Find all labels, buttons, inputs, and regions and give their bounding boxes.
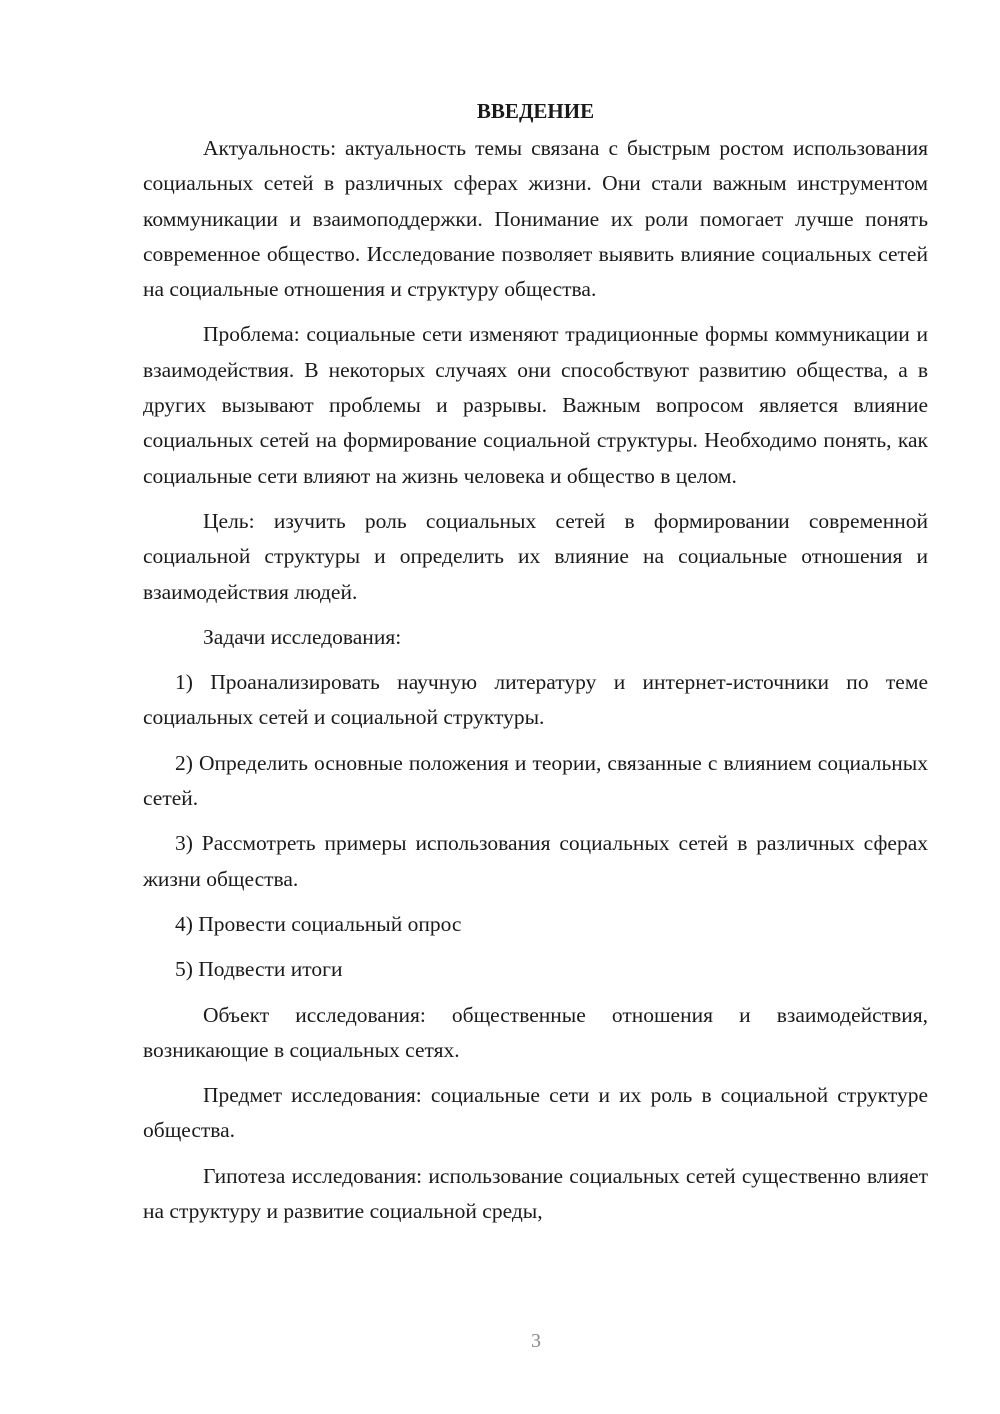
- tasks-heading: Задачи исследования:: [203, 624, 402, 649]
- problem-paragraph: Проблема: социальные сети изменяют традиционные формы коммуникации и взаимодействия. В некоторых случаях они способствуют развитию общества, а в других вызывают проблемы и разрывы. Важным вопросом является влияние социальных сетей на формирование социальной структуры. Необходимо понять, как социальные сети влияют на жизнь человека и общество в целом.: [143, 322, 928, 488]
- document-page: [143, 95, 928, 1239]
- hypothesis-paragraph: Гипотеза исследования: использование социальных сетей существенно влияет на структуру и развитие социальной среды,: [143, 1163, 928, 1224]
- task-item: 4) Провести социальный опрос: [175, 911, 462, 936]
- relevance-paragraph: Актуальность: актуальность темы связана с быстрым ростом использования социальных сетей в различных сферах жизни. Они стали важным инструментом коммуникации и взаимоподдержки. Понимание их роли помогает лучше понять современное общество. Исследование позволяет выявить влияние социальных сетей на социальные отношения и структуру общества.: [143, 136, 928, 302]
- task-item: 1) Проанализировать научную литературу и интернет-источники по теме социальных сетей и социальной структуры.: [143, 670, 928, 730]
- task-item: 2) Определить основные положения и теории, связанные с влиянием социальных сетей.: [143, 750, 928, 811]
- subject-paragraph: Предмет исследования: социальные сети и их роль в социальной структуре общества.: [143, 1083, 928, 1143]
- task-item: 3) Рассмотреть примеры использования социальных сетей в различных сферах жизни общества.: [143, 831, 928, 891]
- page-number: 3: [531, 1330, 541, 1352]
- object-paragraph: Объект исследования: общественные отношения и взаимодействия, возникающие в социальных сетях.: [143, 1002, 928, 1062]
- page-title: ВВЕДЕНИЕ: [476, 99, 595, 123]
- goal-paragraph: Цель: изучить роль социальных сетей в формировании современной социальной структуры и определить их влияние на социальные отношения и взаимодействия людей.: [143, 508, 928, 604]
- task-item: 5) Подвести итоги: [175, 957, 343, 982]
